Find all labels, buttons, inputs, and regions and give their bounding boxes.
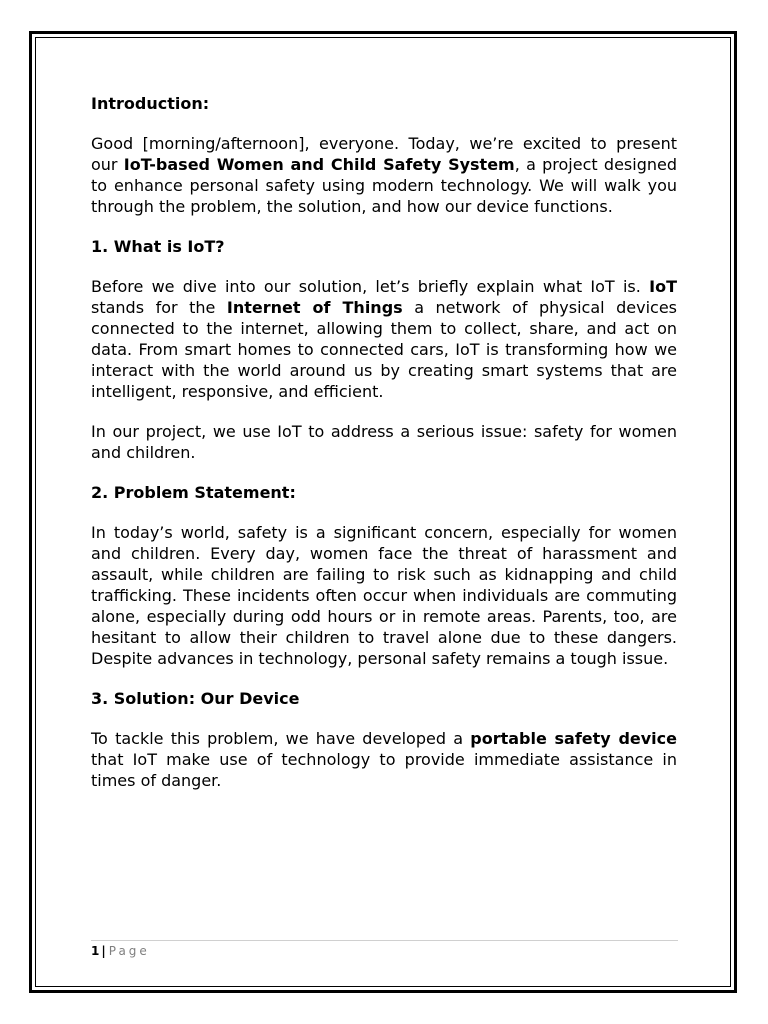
page-separator: | [101,944,106,958]
iot-text-3: a network of physical devices connected to the internet, allowing them to collect, share, and act on data. From smart homes to connected cars, IoT is transforming how we interact with the world around us by creating smart systems that are intelligent, responsive, and efficient. [91,298,678,401]
iot-text-1: Before we dive into our solution, let’s briefly explain what IoT is. [91,277,650,296]
solution-text-2: that IoT make use of technology to provide immediate assistance in times of danger. [91,750,677,790]
iot-project-paragraph: In our project, we use IoT to address a serious issue: safety for women and children. [91,422,677,462]
problem-statement-heading: 2. Problem Statement: [91,483,296,502]
internet-of-things-bold: Internet of Things [226,298,403,317]
page-label: Page [108,944,150,958]
problem-statement-paragraph: In today’s world, safety is a significant concern, especially for women and children. Every day, women face the threat of harassment and assault, while children are failing to risk such as kidnapping and child trafficking. These incidents often occur when individuals are commuting alone, especially during odd hours or in remote areas. Parents, too, are hesitant to allow their children to travel alone due to these dangers. Despite advances in technology, personal safety remains a tough issue. [91,523,677,668]
portable-device-bold: portable safety device [470,729,678,748]
iot-bold: IoT [649,277,677,296]
intro-text-1: Good [morning/afternoon], everyone. Today, we’re excited to present our [91,134,677,174]
solution-heading: 3. Solution: Our Device [91,689,300,708]
project-name-bold: IoT-based Women and Child Safety System [123,155,515,174]
iot-text-2: stands for the [91,298,227,317]
what-is-iot-heading: 1. What is IoT? [91,237,225,256]
introduction-heading: Introduction: [91,94,210,113]
solution-paragraph [91,728,677,791]
footer-divider [91,940,678,941]
intro-text-2: , a project designed to enhance personal safety using modern technology. We will walk you through the problem, the solution, and how our device functions. [91,155,677,216]
page-footer [91,944,150,958]
solution-text-1: To tackle this problem, we have developed a [91,729,471,748]
document-body [91,93,677,810]
introduction-paragraph [91,133,677,217]
what-is-iot-paragraph [91,276,677,402]
page-number: 1 [91,944,100,958]
